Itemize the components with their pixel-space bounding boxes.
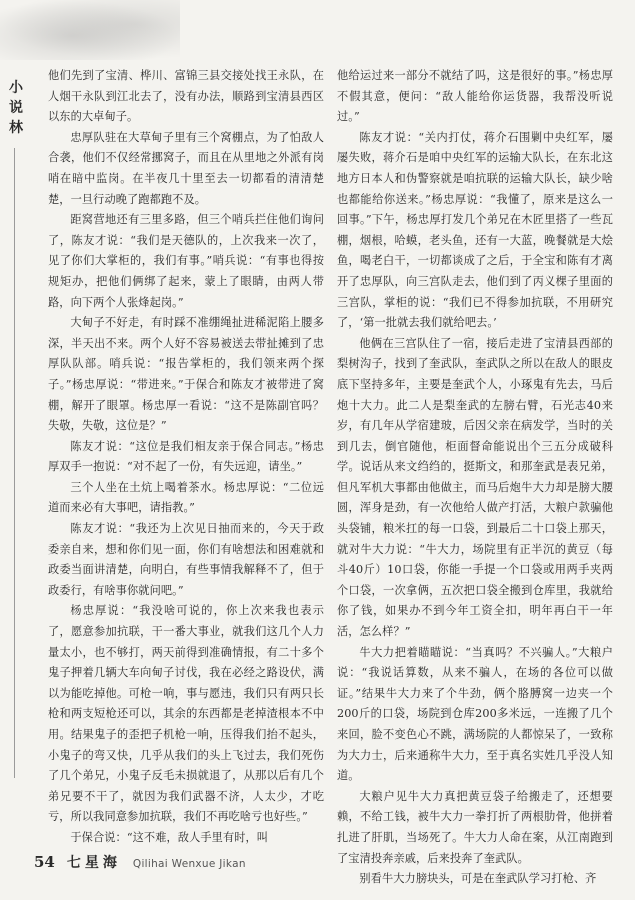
paragraph: 大粮户见牛大力真把黄豆袋子给搬走了，还想要赖，不给工钱，被牛大力一拳打折了两根肋骨，他拼着扎进了肝肌，当场死了。牛大力人命在案，从江南跑到了宝清投奔亲戚，后来投奔了奎武队。 [337, 789, 613, 865]
paragraph: 他俩在三宫队住了一宿，接后走进了宝清县西部的梨树沟子，找到了奎武队，奎武队之所以在敌人的眼皮底下坚持多年，主要是奎武个人，小琢鬼有先去，马后炮十大力。此二人是梨奎武的左膀右臂，石光志40来岁，有几年从学宿建玻，后因父亲在病发学，当时的关到几去，倒官随他，柜面督命能说出个三五分成破科学。说话从来文绉绉的，挺斯文，和那奎武是表兄弟，但凡军机大事都由他做主，而马后炮牛大力却是膀大腰圆，浑身是劲，有一次他给人做产打活，大粮户款骗他头袋铺，粮米扛的每一口袋，到最后二十口袋上那天，就对牛大力说：“牛大力，场院里有正半沉的黄豆（每斗40斤）10口袋，你能一手提一个口袋或用两手夹两个口袋，一次拿俩，五次把口袋全搬到仓库里，我就给你了钱，如果办不到今年工资全扣，明年再白干一年活，怎么样？” [337, 336, 613, 639]
paragraph: 他们先到了宝清、桦川、富锦三县交接处找王永队，在人烟干永队到江北去了，没有办法，顺路到宝清县西区以东的大卓甸子。 [48, 69, 324, 124]
paragraph: 陈友才说：“我还为上次见日抽而来的，今天于政委亲自来，想和你们见一面，你们有啥想法和困难就和政委当面讲清楚，向明白，有些事情我解释不了，但于政委行，有啥事你就问吧。” [48, 522, 324, 597]
paragraph: 于保合说：“这不难，敌人手里有时，叫 [70, 830, 269, 844]
paragraph: 牛大力把着瞄瞄说：“当真吗？不兴骗人。”大粮户说：“我说话算数，从来不骗人，在场的各位可以做证。”结果牛大力来了个牛劲，俩个胳膊窝一边夹一个200斤的口袋，场院到仓库200多米远，一连搬了几个来回，脸不变色心不跳，满场院的人都惊呆了，一致称为大力士，后来通称牛大力，至于真名实姓几乎没人知道。 [337, 645, 613, 783]
header-ink-decoration [0, 0, 180, 60]
text-column-left [48, 66, 324, 844]
section-divider [14, 148, 15, 778]
section-label: 小说林 [9, 80, 23, 136]
paragraph: 陈友才说：“关内打仗，蒋介石围剿中央红军，屡屡失败，蒋介石是咱中央红军的运输大队长，在东北这地方日本人和伪警察就是咱抗联的运输大队长，缺少啥也都能给你送来。”杨忠厚说：“我懂了，原来是这么一回事。”下午，杨忠厚打发几个弟兄在木匠里搭了一些瓦棚，烟根，哈蟆，老头鱼，还有一大蓝，晚餐就是大烩鱼，喝老白干，一切都谈成了之后，于全宝和陈有才离开了忠厚队，向三宫队走去，他们到了丙义棵子里面的三宫队，掌柜的说：“我们已不得参加抗联，不用研究了，‘第一批就去我们就给吧去。’ [337, 130, 613, 330]
magazine-latin-name: Qilihai Wenxue Jikan [132, 858, 246, 870]
page-number: 54 [34, 853, 55, 871]
paragraph: 陈友才说：“这位是我们相友亲于保合同志。”杨忠厚双手一抱说：“对不起了一份，有失远迎，请坐。” [48, 439, 324, 474]
paragraph: 大甸子不好走，有时踩不准绷绳扯进稀泥陷上腰多深，半天出不来。两个人好不容易被送去带扯摊到了忠厚队队部。哨兵说：“报告掌柜的，我们领来两个探子。”杨忠厚说：“带进来。”于保合和陈友才被带进了窝棚，解开了眼罩。杨忠厚一看说：“这不是陈副官吗？失敬，失敬，这位是？” [48, 316, 324, 433]
paragraph: 别看牛大力膀块头，可是在奎武队学习打枪、齐 [359, 872, 597, 886]
page-footer [34, 852, 246, 872]
text-column-right [337, 66, 613, 886]
paragraph: 忠厚队驻在大草甸子里有三个窝棚点，为了怕敌人合袭，他们不仅经常挪窝子，而且在从里地之外派有岗哨在暗中监岗。在半夜几十里至去一切都看的清清楚楚，一旦行动晚了跑都跑不及。 [48, 130, 324, 206]
paragraph: 距窝营地还有三里多路，但三个哨兵拦住他们询问了，陈友才说：“我们是天德队的，上次我来一次了，见了你们大掌柜的，我们有事。”哨兵说：“有事也得按规矩办，把他们俩绑了起来，蒙上了眼睛，由两人带路，向下两个人张烽起岗。” [48, 213, 324, 309]
paragraph: 他给运过来一部分不就结了吗，这是很好的事。”杨忠厚不假其意，便问：“敌人能给你运货器，我帮没听说过。” [337, 69, 613, 124]
paragraph: 三个人坐在土炕上喝着茶水。杨忠厚说：“二位远道而来必有大事吧，请指教。” [48, 480, 324, 515]
paragraph: 杨忠厚说：“我没啥可说的，你上次来我也表示了，愿意参加抗联，干一番大事业，就我们这几个人力量太小，也不够打，两天前得到准确情报，有二十多个鬼子押着几辆大车向甸子讨伐，我在必经之路设伏，满以为能吃掉他。可枪一响，事与愿违，我们只有两只长枪和两支短枪还可以，其余的东西都是老掉渣根本不中用。结果鬼子的歪把子机枪一响，压得我们抬不起头，小鬼子的弯又快，几乎从我们的头上飞过去，我们死伤了几个弟兄，小鬼子反毛未损就退了，从那以后有几个弟兄要不干了，就因为我们武器不济，人太少，才吃亏，所以我同意参加抗联，我们不再吃啥亏也好些。” [48, 604, 324, 824]
magazine-name: 七星海 [66, 855, 121, 871]
